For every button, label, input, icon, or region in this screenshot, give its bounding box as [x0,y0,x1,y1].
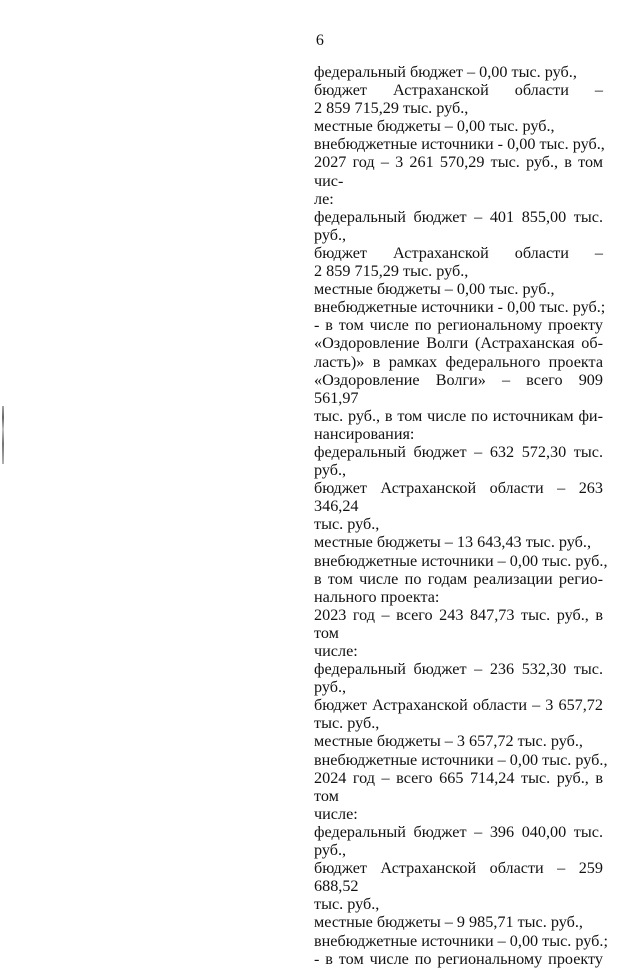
text-line: ле: [314,189,334,208]
text-line: тыс. руб., [314,895,380,914]
document-text-column [314,63,608,968]
text-line: - в том числе по региональному проекту [314,949,603,968]
text-line: местные бюджеты – 9 985,71 тыс. руб., [314,913,583,932]
text-line: 2027 год – 3 261 570,29 тыс. руб., в том чис- [314,153,603,190]
text-line: федеральный бюджет – 401 855,00 тыс. [314,207,603,226]
text-line: руб., [314,461,347,480]
text-line: федеральный бюджет – 396 040,00 тыс. [314,822,603,841]
text-line: бюджет Астраханской области – 3 657,72 [314,696,603,715]
text-line: федеральный бюджет – 0,00 тыс. руб., [314,63,577,81]
text-line: «Оздоровление Волги (Астраханская об- [314,334,603,353]
text-line: 2 859 715,29 тыс. руб., [314,99,469,118]
text-line: местные бюджеты – 3 657,72 тыс. руб., [314,732,583,751]
text-line: бюджет Астраханской области – 259 688,52 [314,859,603,896]
text-line: внебюджетные источники – 0,00 тыс. руб., [314,551,608,570]
text-line: руб., [314,841,347,860]
text-line: нансирования: [314,424,415,443]
text-line: внебюджетные источники - 0,00 тыс. руб., [314,135,605,154]
text-line: внебюджетные источники – 0,00 тыс. руб.; [314,931,608,950]
text-line: ласть)» в рамках федерального проекта [314,352,603,371]
text-line: местные бюджеты – 0,00 тыс. руб., [314,117,555,136]
text-line: местные бюджеты – 0,00 тыс. руб., [314,280,555,299]
text-line: в том числе по годам реализации регио- [314,569,603,588]
text-line: федеральный бюджет – 236 532,30 тыс. [314,660,603,679]
text-line: - в том числе по региональному проекту [314,316,603,335]
text-line: 2 859 715,29 тыс. руб., [314,262,469,281]
text-line: 2023 год – всего 243 847,73 тыс. руб., в том [314,605,603,642]
text-line: внебюджетные источники – 0,00 тыс. руб., [314,750,608,769]
page-number: 6 [315,32,325,49]
text-line: бюджет Астраханской области – 263 346,24 [314,479,603,516]
text-line: тыс. руб., [314,714,380,733]
text-line: бюджет Астраханской области – [314,81,603,100]
text-line: нального проекта: [314,587,440,606]
text-line: тыс. руб., [314,515,380,534]
text-line: числе: [314,642,358,660]
text-line: внебюджетные источники - 0,00 тыс. руб.; [314,298,606,317]
text-line: «Оздоровление Волги» – всего 909 561,97 [314,370,603,407]
text-line: 2024 год – всего 665 714,24 тыс. руб., в том [314,768,603,805]
text-line: тыс. руб., в том числе по источникам фи- [314,406,603,425]
text-line: числе: [314,804,358,823]
text-line: руб., [314,225,347,244]
text-line: бюджет Астраханской области – [314,243,603,262]
text-line: федеральный бюджет – 632 572,30 тыс. [314,442,603,461]
text-line: руб., [314,678,347,697]
text-line: местные бюджеты – 13 643,43 тыс. руб., [314,533,592,552]
scan-edge-mark [2,406,4,464]
